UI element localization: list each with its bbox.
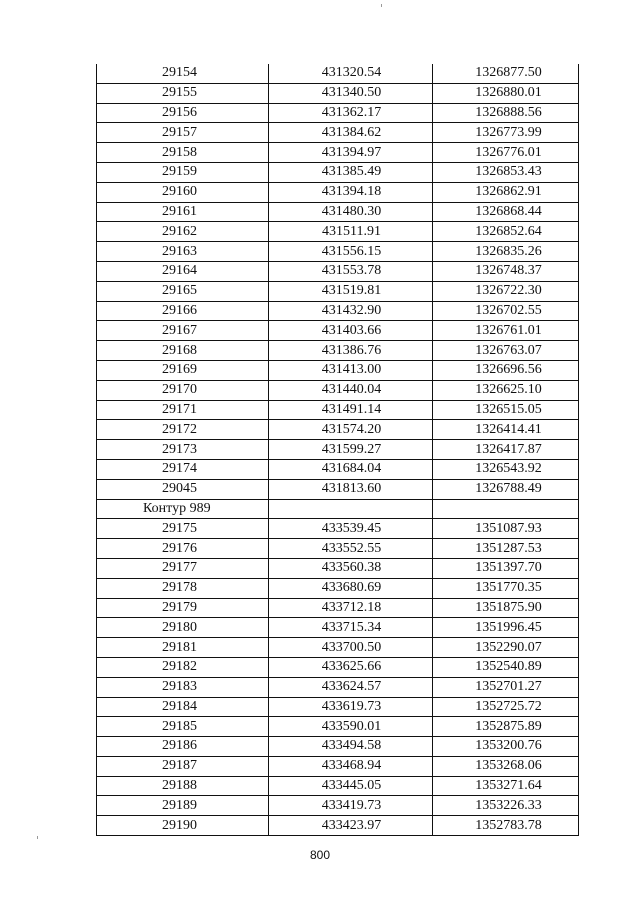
table-row <box>97 677 579 697</box>
scan-mark-left <box>37 836 38 839</box>
x-coordinate-cell: 431384.62 <box>269 123 433 143</box>
y-coordinate-cell: 1326414.41 <box>433 420 579 440</box>
x-coordinate-cell: 433539.45 <box>269 519 433 539</box>
y-coordinate-cell: 1326748.37 <box>433 261 579 281</box>
table-row <box>97 618 579 638</box>
x-coordinate-cell: 433445.05 <box>269 776 433 796</box>
y-coordinate-cell: 1351287.53 <box>433 539 579 559</box>
y-coordinate-cell: 1326702.55 <box>433 301 579 321</box>
point-number-cell: 29175 <box>97 519 269 539</box>
y-coordinate-cell <box>433 499 579 519</box>
x-coordinate-cell: 431519.81 <box>269 281 433 301</box>
y-coordinate-cell: 1326888.56 <box>433 103 579 123</box>
point-number-cell: 29177 <box>97 558 269 578</box>
y-coordinate-cell: 1326722.30 <box>433 281 579 301</box>
table-row <box>97 539 579 559</box>
y-coordinate-cell: 1352725.72 <box>433 697 579 717</box>
x-coordinate-cell: 431553.78 <box>269 261 433 281</box>
table-row <box>97 479 579 499</box>
y-coordinate-cell: 1326776.01 <box>433 143 579 163</box>
point-number-cell: 29162 <box>97 222 269 242</box>
coordinates-table <box>96 64 579 836</box>
point-number-cell: 29186 <box>97 737 269 757</box>
x-coordinate-cell: 431403.66 <box>269 321 433 341</box>
table-row <box>97 737 579 757</box>
x-coordinate-cell: 431556.15 <box>269 242 433 262</box>
x-coordinate-cell: 431574.20 <box>269 420 433 440</box>
point-number-cell: 29045 <box>97 479 269 499</box>
table-row <box>97 162 579 182</box>
table-row <box>97 182 579 202</box>
point-number-cell: 29181 <box>97 638 269 658</box>
x-coordinate-cell: 433624.57 <box>269 677 433 697</box>
scan-mark-top <box>381 4 382 7</box>
point-number-cell: 29165 <box>97 281 269 301</box>
table-row <box>97 321 579 341</box>
x-coordinate-cell: 431362.17 <box>269 103 433 123</box>
x-coordinate-cell: 431432.90 <box>269 301 433 321</box>
point-number-cell: 29189 <box>97 796 269 816</box>
x-coordinate-cell: 433494.58 <box>269 737 433 757</box>
y-coordinate-cell: 1351397.70 <box>433 558 579 578</box>
table-row <box>97 816 579 836</box>
x-coordinate-cell: 431440.04 <box>269 380 433 400</box>
y-coordinate-cell: 1352701.27 <box>433 677 579 697</box>
table-row <box>97 519 579 539</box>
point-number-cell: 29180 <box>97 618 269 638</box>
x-coordinate-cell: 433619.73 <box>269 697 433 717</box>
y-coordinate-cell: 1326515.05 <box>433 400 579 420</box>
y-coordinate-cell: 1326763.07 <box>433 341 579 361</box>
table-row <box>97 64 579 83</box>
y-coordinate-cell: 1326625.10 <box>433 380 579 400</box>
point-number-cell: 29164 <box>97 261 269 281</box>
table-row <box>97 380 579 400</box>
point-number-cell: 29167 <box>97 321 269 341</box>
point-number-cell: 29173 <box>97 440 269 460</box>
point-number-cell: 29170 <box>97 380 269 400</box>
table-row <box>97 717 579 737</box>
table-row <box>97 242 579 262</box>
x-coordinate-cell: 431491.14 <box>269 400 433 420</box>
x-coordinate-cell: 433560.38 <box>269 558 433 578</box>
y-coordinate-cell: 1326853.43 <box>433 162 579 182</box>
x-coordinate-cell: 433419.73 <box>269 796 433 816</box>
y-coordinate-cell: 1352875.89 <box>433 717 579 737</box>
table-row <box>97 459 579 479</box>
x-coordinate-cell: 433590.01 <box>269 717 433 737</box>
point-number-cell: 29178 <box>97 578 269 598</box>
y-coordinate-cell: 1353268.06 <box>433 756 579 776</box>
table-row <box>97 657 579 677</box>
point-number-cell: 29159 <box>97 162 269 182</box>
point-number-cell: 29188 <box>97 776 269 796</box>
point-number-cell: 29174 <box>97 459 269 479</box>
x-coordinate-cell: 431511.91 <box>269 222 433 242</box>
table-row <box>97 697 579 717</box>
y-coordinate-cell: 1353271.64 <box>433 776 579 796</box>
table-row <box>97 123 579 143</box>
x-coordinate-cell <box>269 499 433 519</box>
y-coordinate-cell: 1326417.87 <box>433 440 579 460</box>
table-row <box>97 83 579 103</box>
y-coordinate-cell: 1326852.64 <box>433 222 579 242</box>
point-number-cell: 29163 <box>97 242 269 262</box>
y-coordinate-cell: 1326543.92 <box>433 459 579 479</box>
x-coordinate-cell: 431813.60 <box>269 479 433 499</box>
table-row <box>97 301 579 321</box>
x-coordinate-cell: 433625.66 <box>269 657 433 677</box>
y-coordinate-cell: 1351087.93 <box>433 519 579 539</box>
y-coordinate-cell: 1326761.01 <box>433 321 579 341</box>
table-row <box>97 360 579 380</box>
y-coordinate-cell: 1353226.33 <box>433 796 579 816</box>
table-row <box>97 202 579 222</box>
x-coordinate-cell: 431599.27 <box>269 440 433 460</box>
x-coordinate-cell: 433423.97 <box>269 816 433 836</box>
table-row <box>97 341 579 361</box>
point-number-cell: 29161 <box>97 202 269 222</box>
y-coordinate-cell: 1352290.07 <box>433 638 579 658</box>
contour-label: Контур 989 <box>97 499 269 519</box>
point-number-cell: 29171 <box>97 400 269 420</box>
y-coordinate-cell: 1353200.76 <box>433 737 579 757</box>
table-row <box>97 143 579 163</box>
x-coordinate-cell: 433680.69 <box>269 578 433 598</box>
y-coordinate-cell: 1326877.50 <box>433 64 579 83</box>
table-row <box>97 638 579 658</box>
point-number-cell: 29172 <box>97 420 269 440</box>
point-number-cell: 29179 <box>97 598 269 618</box>
table-row <box>97 756 579 776</box>
y-coordinate-cell: 1351770.35 <box>433 578 579 598</box>
point-number-cell: 29157 <box>97 123 269 143</box>
x-coordinate-cell: 433700.50 <box>269 638 433 658</box>
y-coordinate-cell: 1326862.91 <box>433 182 579 202</box>
x-coordinate-cell: 431413.00 <box>269 360 433 380</box>
point-number-cell: 29190 <box>97 816 269 836</box>
point-number-cell: 29156 <box>97 103 269 123</box>
point-number-cell: 29169 <box>97 360 269 380</box>
point-number-cell: 29158 <box>97 143 269 163</box>
y-coordinate-cell: 1326880.01 <box>433 83 579 103</box>
x-coordinate-cell: 431394.18 <box>269 182 433 202</box>
y-coordinate-cell: 1352783.78 <box>433 816 579 836</box>
x-coordinate-cell: 431480.30 <box>269 202 433 222</box>
table-row <box>97 776 579 796</box>
table-row <box>97 598 579 618</box>
table-row <box>97 558 579 578</box>
y-coordinate-cell: 1351996.45 <box>433 618 579 638</box>
point-number-cell: 29154 <box>97 64 269 83</box>
point-number-cell: 29168 <box>97 341 269 361</box>
y-coordinate-cell: 1326788.49 <box>433 479 579 499</box>
y-coordinate-cell: 1326868.44 <box>433 202 579 222</box>
table-row <box>97 103 579 123</box>
x-coordinate-cell: 431320.54 <box>269 64 433 83</box>
table-row <box>97 400 579 420</box>
point-number-cell: 29166 <box>97 301 269 321</box>
point-number-cell: 29184 <box>97 697 269 717</box>
point-number-cell: 29185 <box>97 717 269 737</box>
x-coordinate-cell: 431340.50 <box>269 83 433 103</box>
table-row <box>97 281 579 301</box>
x-coordinate-cell: 431684.04 <box>269 459 433 479</box>
point-number-cell: 29176 <box>97 539 269 559</box>
point-number-cell: 29155 <box>97 83 269 103</box>
x-coordinate-cell: 433468.94 <box>269 756 433 776</box>
x-coordinate-cell: 431385.49 <box>269 162 433 182</box>
point-number-cell: 29160 <box>97 182 269 202</box>
x-coordinate-cell: 433715.34 <box>269 618 433 638</box>
y-coordinate-cell: 1326835.26 <box>433 242 579 262</box>
point-number-cell: 29183 <box>97 677 269 697</box>
point-number-cell: 29187 <box>97 756 269 776</box>
table-row <box>97 261 579 281</box>
table-row <box>97 440 579 460</box>
x-coordinate-cell: 433552.55 <box>269 539 433 559</box>
x-coordinate-cell: 431386.76 <box>269 341 433 361</box>
y-coordinate-cell: 1352540.89 <box>433 657 579 677</box>
point-number-cell: 29182 <box>97 657 269 677</box>
contour-header-row <box>97 499 579 519</box>
page-number: 800 <box>309 848 331 862</box>
coordinates-table-body <box>97 64 579 836</box>
y-coordinate-cell: 1326696.56 <box>433 360 579 380</box>
table-row <box>97 796 579 816</box>
x-coordinate-cell: 431394.97 <box>269 143 433 163</box>
x-coordinate-cell: 433712.18 <box>269 598 433 618</box>
table-row <box>97 222 579 242</box>
table-row <box>97 420 579 440</box>
y-coordinate-cell: 1351875.90 <box>433 598 579 618</box>
table-row <box>97 578 579 598</box>
y-coordinate-cell: 1326773.99 <box>433 123 579 143</box>
